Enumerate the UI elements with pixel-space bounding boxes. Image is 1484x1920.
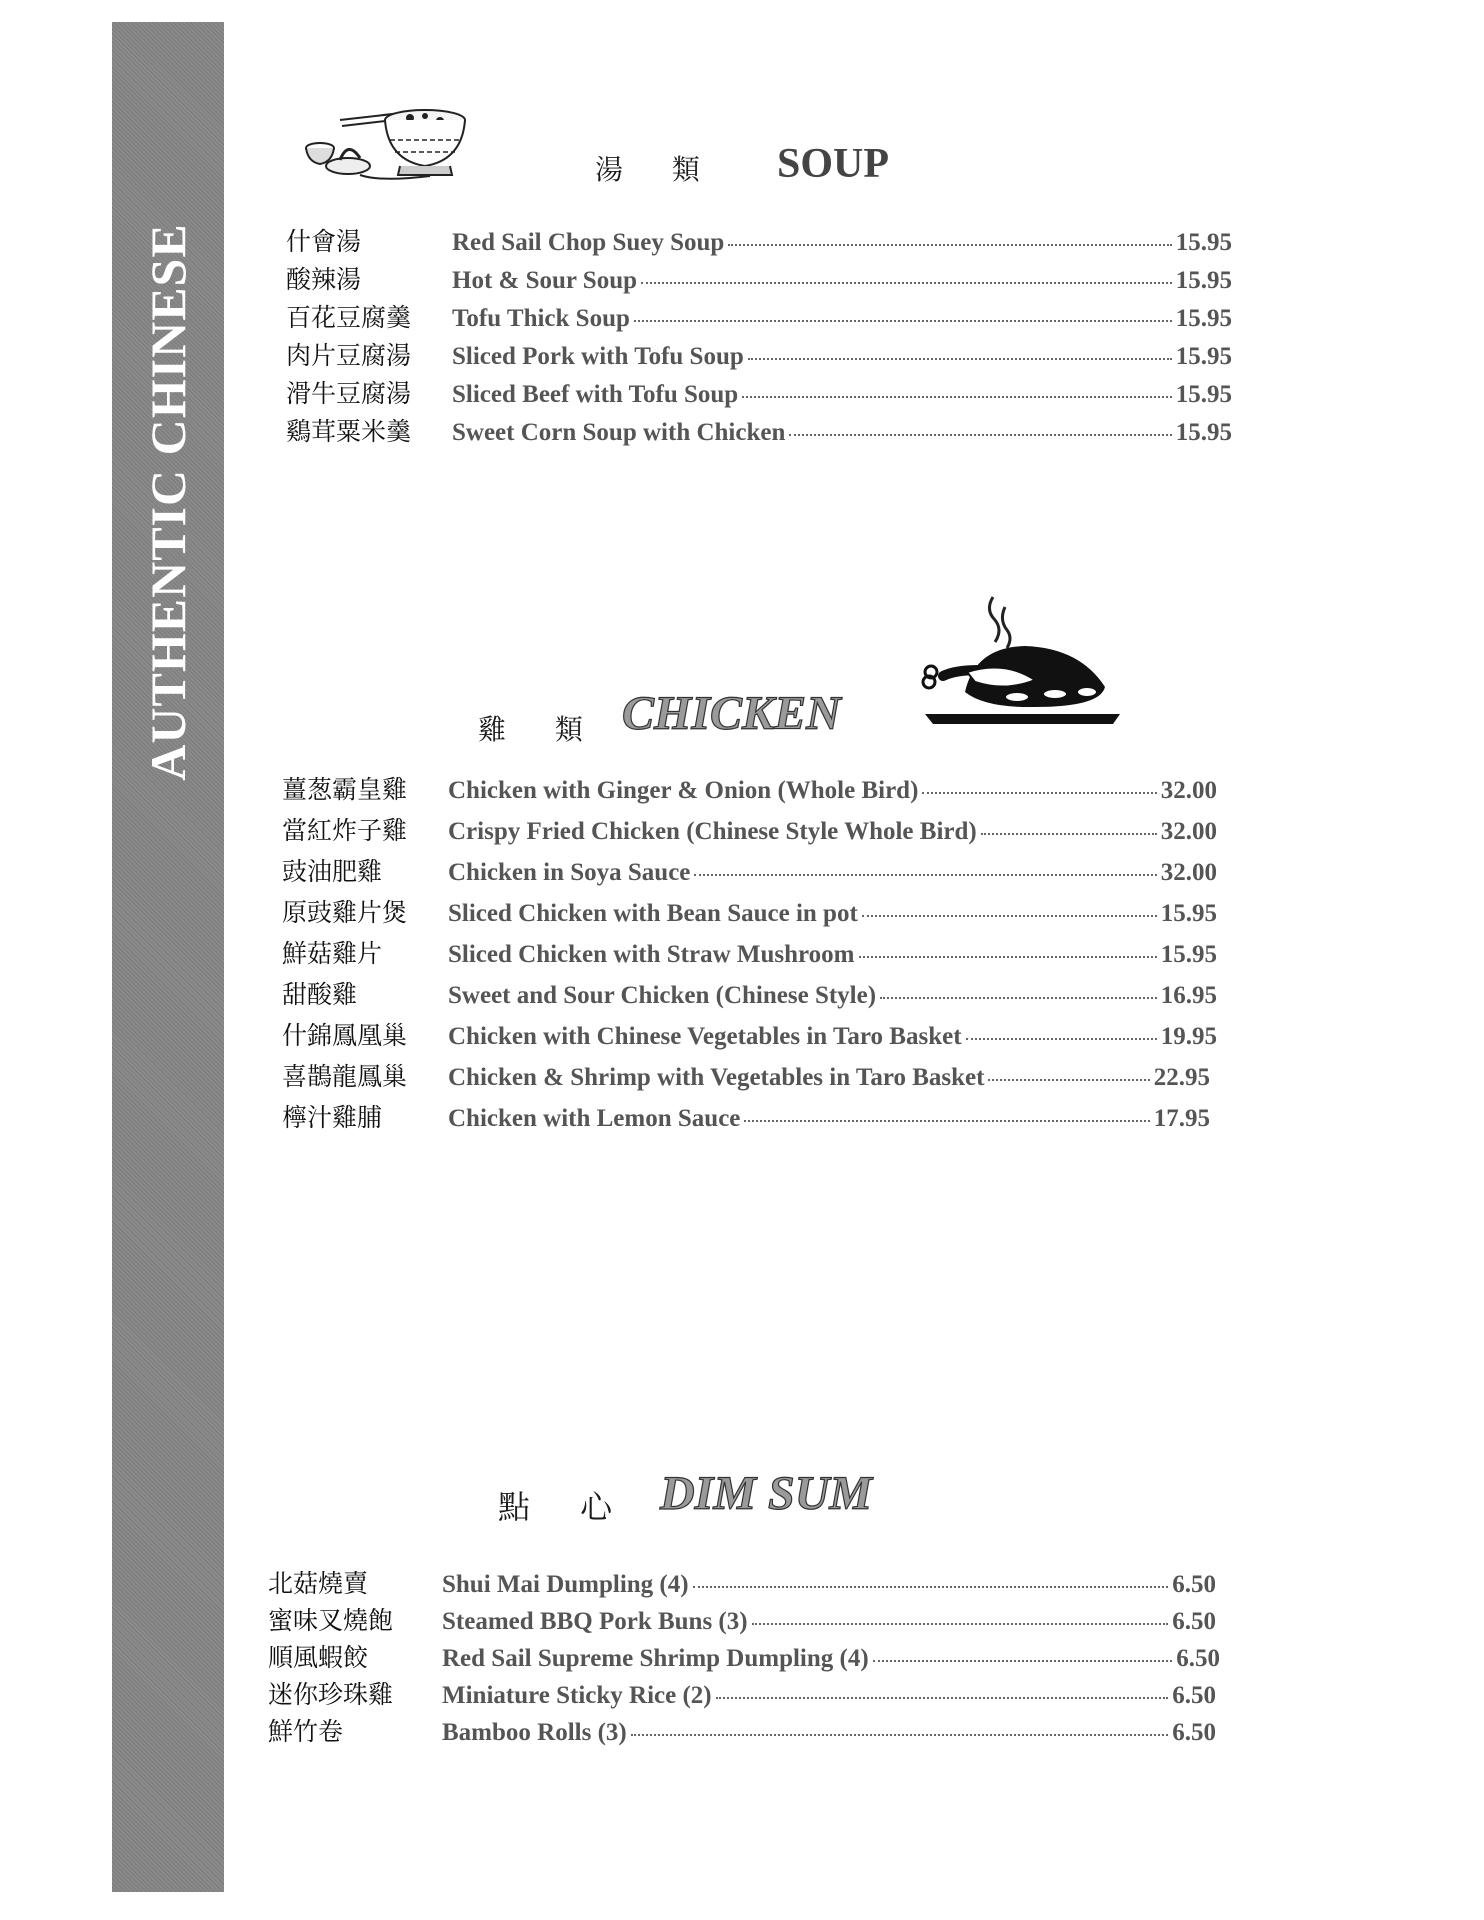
item-price: 15.95 — [1175, 419, 1232, 446]
item-name: Miniature Sticky Rice (2) — [442, 1682, 712, 1709]
list-item — [268, 1638, 1220, 1674]
item-zh-name: 甜酸雞 — [282, 980, 358, 1009]
item-zh-name: 酸辣湯 — [286, 265, 362, 294]
item-name: Hot & Sour Soup — [452, 267, 638, 294]
item-name: Chicken with Ginger & Onion (Whole Bird) — [448, 777, 919, 804]
item-name: Sliced Chicken with Straw Mushroom — [448, 941, 855, 968]
list-item — [286, 412, 1232, 448]
item-price: 15.95 — [1175, 343, 1232, 370]
list-item — [282, 934, 1217, 970]
list-item — [282, 811, 1217, 847]
item-zh-name: 北菇燒賣 — [268, 1569, 369, 1598]
item-name: Crispy Fried Chicken (Chinese Style Whole Bird) — [448, 818, 977, 845]
chicken-en-title: CHICKEN — [622, 687, 841, 740]
item-price: 15.95 — [1175, 229, 1232, 256]
item-price: 6.50 — [1172, 1571, 1216, 1598]
item-price: 32.00 — [1160, 818, 1217, 845]
item-zh-name: 檸汁雞脯 — [282, 1103, 383, 1132]
item-name: Bamboo Rolls (3) — [442, 1719, 627, 1746]
item-name: Sweet Corn Soup with Chicken — [452, 419, 786, 446]
soup-bowl-icon — [300, 100, 480, 190]
item-price: 17.95 — [1153, 1105, 1210, 1132]
list-item — [282, 770, 1217, 806]
item-zh-name: 什錦鳳凰巢 — [282, 1021, 408, 1050]
item-name: Red Sail Chop Suey Soup — [452, 229, 725, 256]
item-price: 15.95 — [1160, 900, 1217, 927]
list-item — [282, 1016, 1217, 1052]
item-zh-name: 滑牛豆腐湯 — [286, 379, 412, 408]
item-zh-name: 喜鵲龍鳳巢 — [282, 1062, 408, 1091]
item-zh-name: 鮮菇雞片 — [282, 939, 383, 968]
item-name: Sliced Pork with Tofu Soup — [452, 343, 744, 370]
item-zh-name: 肉片豆腐湯 — [286, 341, 412, 370]
item-price: 19.95 — [1160, 1023, 1217, 1050]
list-item — [286, 298, 1232, 334]
sidebar-title: AUTHENTIC CHINESE — [140, 223, 196, 781]
item-zh-name: 迷你珍珠雞 — [268, 1680, 394, 1709]
item-zh-name: 當紅炸子雞 — [282, 816, 408, 845]
roast-chicken-icon — [905, 592, 1125, 742]
item-name: Shui Mai Dumpling (4) — [442, 1571, 689, 1598]
item-zh-name: 蜜味叉燒飽 — [268, 1606, 394, 1635]
list-item — [286, 222, 1232, 258]
item-name: Sweet and Sour Chicken (Chinese Style) — [448, 982, 877, 1009]
dimsum-zh-title: 點 心 — [498, 1488, 633, 1526]
list-item — [286, 374, 1232, 410]
soup-zh-title: 湯 類 — [595, 153, 720, 186]
list-item — [286, 260, 1232, 296]
list-item — [268, 1601, 1216, 1637]
item-price: 6.50 — [1172, 1682, 1216, 1709]
item-price: 32.00 — [1160, 859, 1217, 886]
item-name: Chicken with Chinese Vegetables in Taro Basket — [448, 1023, 962, 1050]
chicken-zh-title: 雞 類 — [478, 713, 603, 746]
item-price: 15.95 — [1175, 381, 1232, 408]
item-zh-name: 豉油肥雞 — [282, 857, 383, 886]
item-name: Chicken with Lemon Sauce — [448, 1105, 741, 1132]
list-item — [286, 336, 1232, 372]
item-name: Tofu Thick Soup — [452, 305, 630, 332]
list-item — [268, 1712, 1216, 1748]
soup-en-title: SOUP — [777, 141, 890, 187]
item-name: Red Sail Supreme Shrimp Dumpling (4) — [442, 1645, 869, 1672]
list-item — [282, 852, 1217, 888]
item-price: 15.95 — [1175, 267, 1232, 294]
item-zh-name: 鷄茸粟米羹 — [286, 417, 412, 446]
item-price: 6.50 — [1172, 1608, 1216, 1635]
item-name: Sliced Chicken with Bean Sauce in pot — [448, 900, 858, 927]
item-name: Chicken in Soya Sauce — [448, 859, 691, 886]
item-name: Chicken & Shrimp with Vegetables in Taro Basket — [448, 1064, 985, 1091]
item-name: Sliced Beef with Tofu Soup — [452, 381, 739, 408]
item-price: 22.95 — [1153, 1064, 1210, 1091]
item-name: Steamed BBQ Pork Buns (3) — [442, 1608, 748, 1635]
item-price: 15.95 — [1160, 941, 1217, 968]
item-zh-name: 薑葱霸皇雞 — [282, 775, 408, 804]
item-price: 32.00 — [1160, 777, 1217, 804]
dimsum-en-title: DIM SUM — [660, 1467, 873, 1520]
item-zh-name: 順風蝦餃 — [268, 1643, 369, 1672]
list-item — [282, 893, 1217, 929]
list-item — [282, 975, 1217, 1011]
item-price: 16.95 — [1160, 982, 1217, 1009]
item-price: 6.50 — [1172, 1719, 1216, 1746]
list-item — [282, 1057, 1210, 1093]
list-item — [268, 1564, 1216, 1600]
item-zh-name: 鮮竹卷 — [268, 1717, 344, 1746]
list-item — [268, 1675, 1216, 1711]
item-price: 6.50 — [1176, 1645, 1220, 1672]
item-price: 15.95 — [1175, 305, 1232, 332]
list-item — [282, 1098, 1210, 1134]
item-zh-name: 什會湯 — [286, 227, 362, 256]
item-zh-name: 百花豆腐羹 — [286, 303, 412, 332]
item-zh-name: 原豉雞片煲 — [282, 898, 408, 927]
